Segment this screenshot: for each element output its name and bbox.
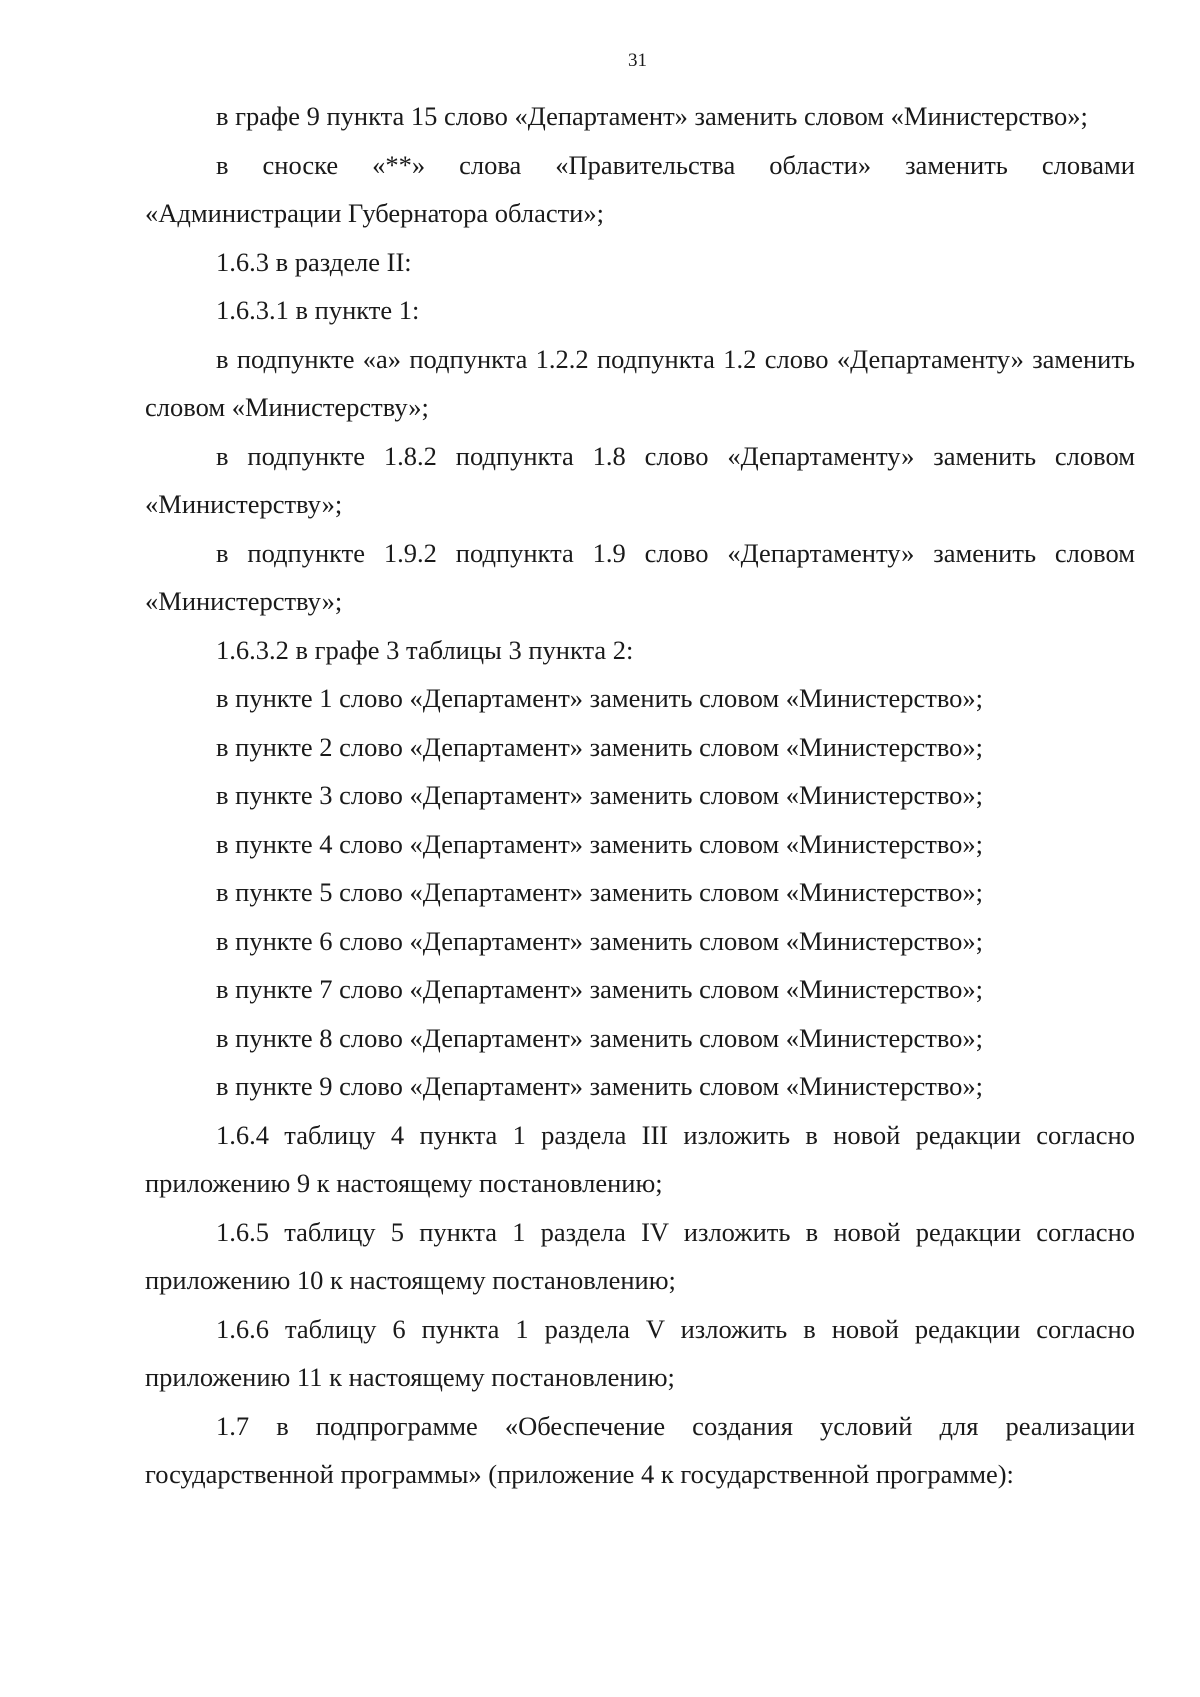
paragraph-subitem-1-8-2: в подпункте 1.8.2 подпункта 1.8 слово «Департаменту» заменить словом «Министерству»; <box>145 440 1135 519</box>
paragraph-table-item-4: в пункте 4 слово «Департамент» заменить словом «Министерство»; <box>216 828 984 859</box>
paragraph-1-6-3-1: 1.6.3.1 в пункте 1: <box>216 295 420 325</box>
page-number: 31 <box>628 50 647 71</box>
paragraph-table-item-5: в пункте 5 слово «Департамент» заменить словом «Министерство»; <box>216 877 984 907</box>
paragraph-table-item-1: в пункте 1 слово «Департамент» заменить словом «Министерство»; <box>216 683 984 713</box>
paragraph-table-item-3: в пункте 3 слово «Департамент» заменить словом «Министерство»; <box>216 780 984 810</box>
paragraph-item-15-column-9: в графе 9 пункта 15 слово «Департамент» заменить словом «Министерство»; <box>216 101 1088 131</box>
document-body <box>145 92 1135 1499</box>
paragraph-table-item-6: в пункте 6 слово «Департамент» заменить словом «Министерство»; <box>216 925 984 956</box>
paragraph-table-item-9: в пункте 9 слово «Департамент» заменить словом «Министерство»; <box>216 1071 984 1101</box>
paragraph-1-6-6: 1.6.6 таблицу 6 пункта 1 раздела V изложить в новой редакции согласно приложению 11 к настоящему постановлению; <box>145 1313 1135 1392</box>
paragraph-subitem-1-2-2: в подпункте «а» подпункта 1.2.2 подпункта 1.2 слово «Департаменту» заменить словом «Министерству»; <box>145 343 1135 422</box>
paragraph-1-6-5: 1.6.5 таблицу 5 пункта 1 раздела IV изложить в новой редакции согласно приложению 10 к настоящему постановлению; <box>145 1216 1135 1295</box>
paragraph-table-item-2: в пункте 2 слово «Департамент» заменить словом «Министерство»; <box>216 731 984 762</box>
paragraph-1-6-3: 1.6.3 в разделе II: <box>216 246 412 277</box>
paragraph-1-6-3-2: 1.6.3.2 в графе 3 таблицы 3 пункта 2: <box>216 634 634 665</box>
paragraph-subitem-1-9-2: в подпункте 1.9.2 подпункта 1.9 слово «Департаменту» заменить словом «Министерству»; <box>145 537 1135 616</box>
paragraph-1-7: 1.7 в подпрограмме «Обеспечение создания условий для реализации государственной программы» (приложение 4 к государственной программе): <box>145 1410 1135 1489</box>
paragraph-1-6-4: 1.6.4 таблицу 4 пункта 1 раздела III изложить в новой редакции согласно приложению 9 к настоящему постановлению; <box>145 1119 1135 1198</box>
paragraph-table-item-7: в пункте 7 слово «Департамент» заменить словом «Министерство»; <box>216 974 984 1004</box>
paragraph-table-item-8: в пункте 8 слово «Департамент» заменить словом «Министерство»; <box>216 1022 984 1053</box>
paragraph-footnote: в сноске «**» слова «Правительства области» заменить словами «Администрации Губернатора области»; <box>145 149 1135 228</box>
